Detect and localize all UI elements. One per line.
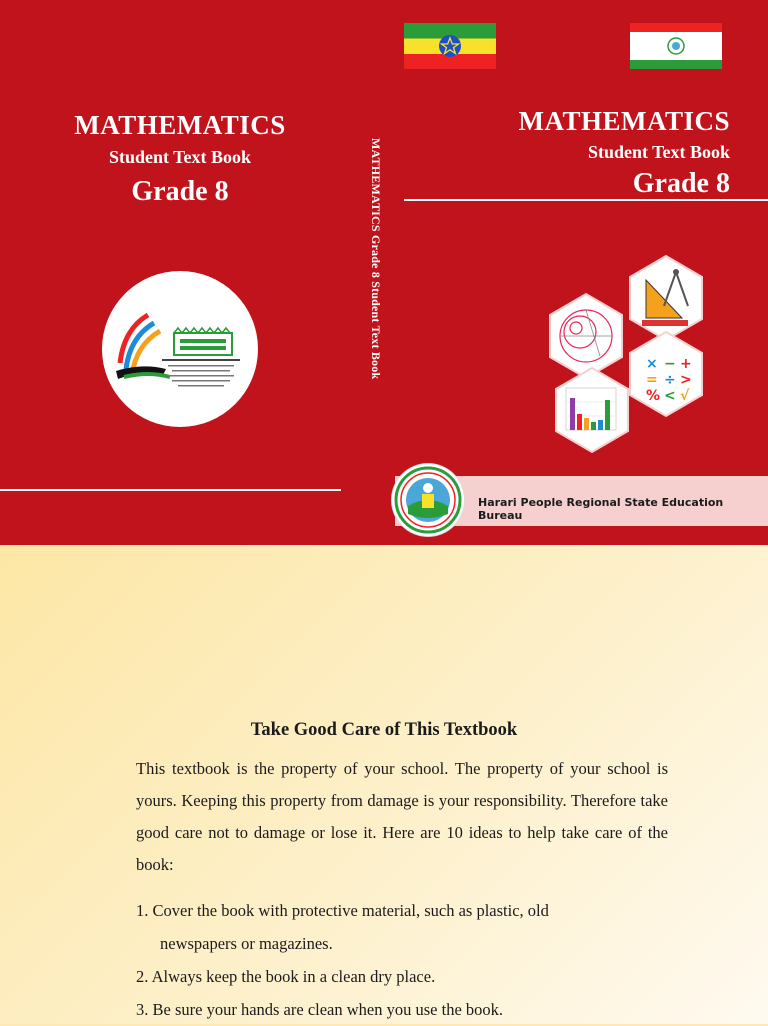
inside-page [0, 545, 768, 1024]
ethiopia-flag-icon [404, 23, 496, 69]
care-list [136, 894, 696, 1026]
bureau-logo-graphic [102, 271, 258, 427]
list-item: newspapers or magazines. [160, 934, 333, 953]
education-bureau-logo [102, 271, 258, 427]
harari-seal-icon [392, 464, 464, 536]
list-item: 1. Cover the book with protective material, such as plastic, old [136, 901, 549, 920]
front-cover-divider [404, 199, 768, 201]
svg-text:<: < [664, 388, 676, 404]
front-cover-subtitle: Student Text Book [587, 142, 730, 162]
circle-geometry-icon [550, 294, 622, 378]
svg-text:%: % [646, 388, 661, 404]
svg-text:+: + [680, 356, 692, 372]
back-cover-divider [0, 489, 341, 491]
front-cover-title: MATHEMATICS [518, 106, 730, 136]
svg-text:>: > [680, 372, 692, 388]
geometry-tools-icon [630, 256, 702, 340]
bar-chart-icon [556, 368, 628, 452]
list-item: 3. Be sure your hands are clean when you use the book. [136, 1000, 504, 1019]
list-item: 2. Always keep the book in a clean dry place. [136, 967, 436, 986]
spine-text: MATHEMATICS Grade 8 Student Text Book [369, 138, 383, 380]
math-symbols-icon [630, 332, 702, 416]
bureau-name: Harari People Regional State Education Bureau [478, 496, 724, 522]
svg-text:√: √ [680, 388, 690, 404]
back-cover-subtitle: Student Text Book [108, 147, 252, 167]
care-title: Take Good Care of This Textbook [250, 720, 518, 740]
harari-flag-icon [630, 23, 722, 69]
back-cover-title: MATHEMATICS [74, 110, 286, 140]
svg-text:×: × [646, 356, 658, 372]
svg-text:÷: ÷ [664, 372, 676, 388]
back-cover-grade: Grade 8 [131, 176, 229, 207]
math-illustration-hexagons [538, 252, 718, 462]
front-cover-grade: Grade 8 [632, 168, 730, 199]
svg-text:−: − [664, 356, 676, 372]
care-intro: This textbook is the property of your school. The property of your school is yours. Keeping this property from damage is your responsibility. Therefore take good care not to damage or lose it. Here are 10 ideas to help take care of the book: [136, 759, 668, 874]
svg-text:=: = [646, 372, 658, 388]
